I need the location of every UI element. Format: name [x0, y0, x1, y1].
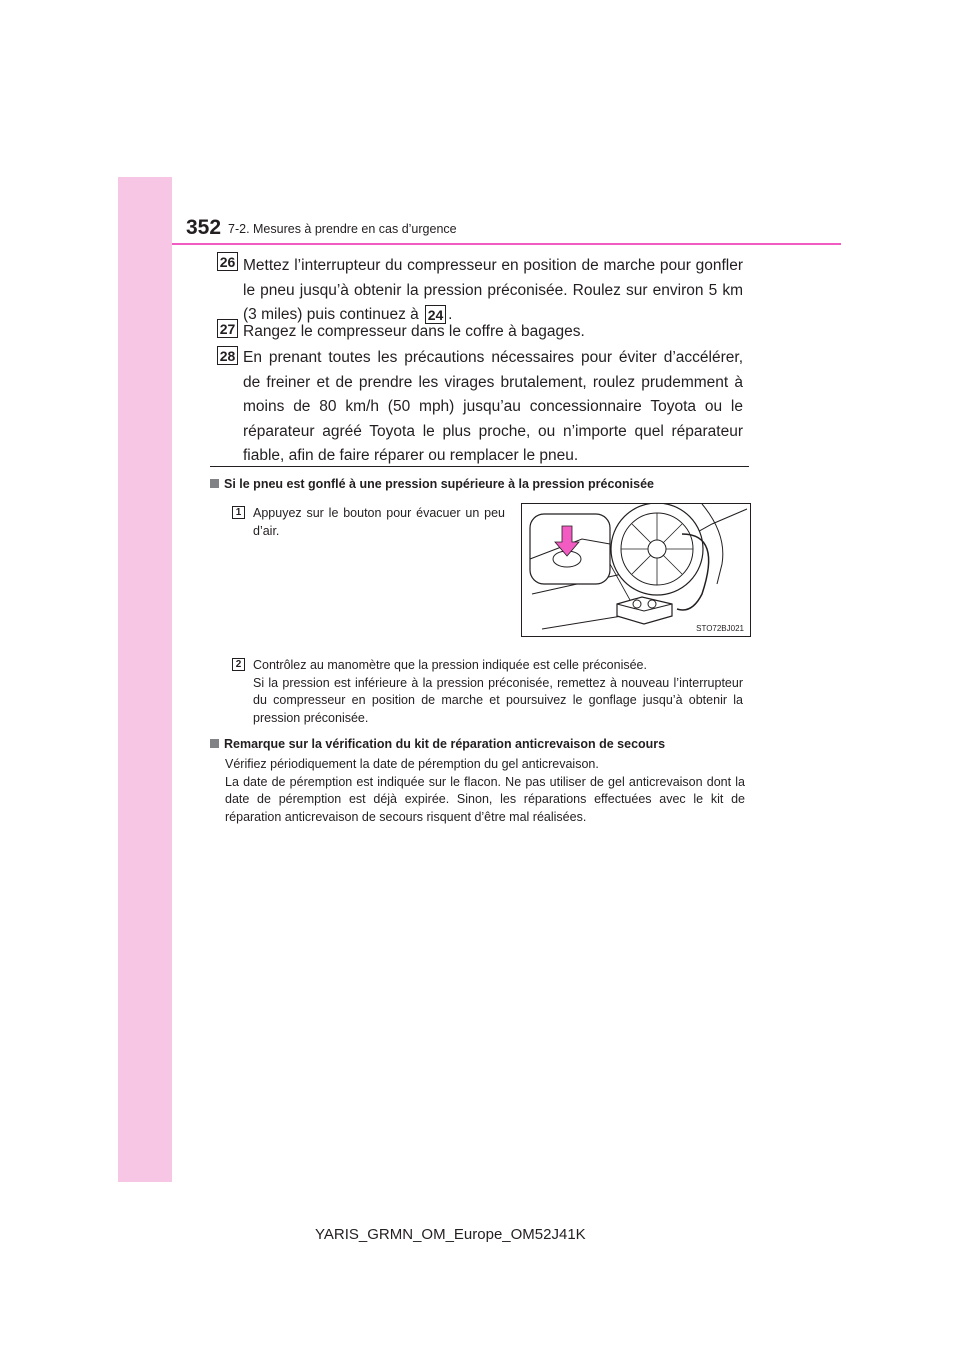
section-heading-kit-check: Remarque sur la vérification du kit de réparation anticrevaison de secours	[210, 737, 665, 751]
step-27-text: Rangez le compresseur dans le coffre à bagages.	[243, 323, 585, 340]
chapter-title: 7-2. Mesures à prendre en cas d’urgence	[228, 222, 457, 236]
compressor-illustration	[521, 503, 751, 637]
figure-code: STO72BJ021	[696, 624, 744, 633]
page-number: 352	[186, 216, 222, 239]
step-badge-27: 27	[217, 319, 238, 338]
tire-compressor-drawing	[522, 504, 750, 636]
square-bullet-icon	[210, 739, 219, 748]
square-bullet-icon	[210, 479, 219, 488]
step-badge-26: 26	[217, 252, 238, 271]
section-heading-overpressure: Si le pneu est gonflé à une pression supérieure à la pression préconisée	[210, 477, 654, 491]
item-badge-2: 2	[232, 658, 245, 671]
chapter-sidebar-tab	[118, 177, 172, 1182]
header-rule	[172, 243, 841, 245]
item-badge-1: 1	[232, 506, 245, 519]
step-26-text: Mettez l’interrupteur du compresseur en position de marche pour gonfler le pneu jusqu’à obtenir la pression préconisée. Roulez sur environ 5 km (3 miles) puis continuez à 24 .	[243, 257, 743, 323]
step-badge-28: 28	[217, 346, 238, 365]
item-1-text: Appuyez sur le bouton pour évacuer un peu d’air.	[253, 506, 505, 538]
document-footer: YARIS_GRMN_OM_Europe_OM52J41K	[315, 1226, 586, 1243]
section-divider	[210, 466, 749, 467]
item-2-text: Contrôlez au manomètre que la pression indiquée est celle préconisée. Si la pression est inférieure à la pression préconisée, remettez à nouveau l’interrupteur du compresseur en position de marche et poursuivez le gonflage jusqu’à obtenir la pression préconisée.	[253, 658, 743, 725]
step-28-text: En prenant toutes les précautions nécessaires pour éviter d’accélérer, de freiner et de prendre les virages brutalement, roulez prudemment à moins de 80 km/h (50 mph) jusqu’au concessionnaire Toyota ou le réparateur agréé Toyota le plus proche, ou n’importe quel réparateur fiable, afin de faire réparer ou remplacer le pneu.	[243, 349, 743, 464]
step-ref-badge-24: 24	[425, 305, 446, 324]
kit-check-text: Vérifiez périodiquement la date de péremption du gel anticrevaison. La date de péremption est indiquée sur le flacon. Ne pas utiliser de gel anticrevaison dont la date de péremption est déjà expirée. Sinon, les réparations effectuées avec le kit de réparation anticrevaison de secours risquent d’être mal réalisées.	[225, 757, 745, 824]
